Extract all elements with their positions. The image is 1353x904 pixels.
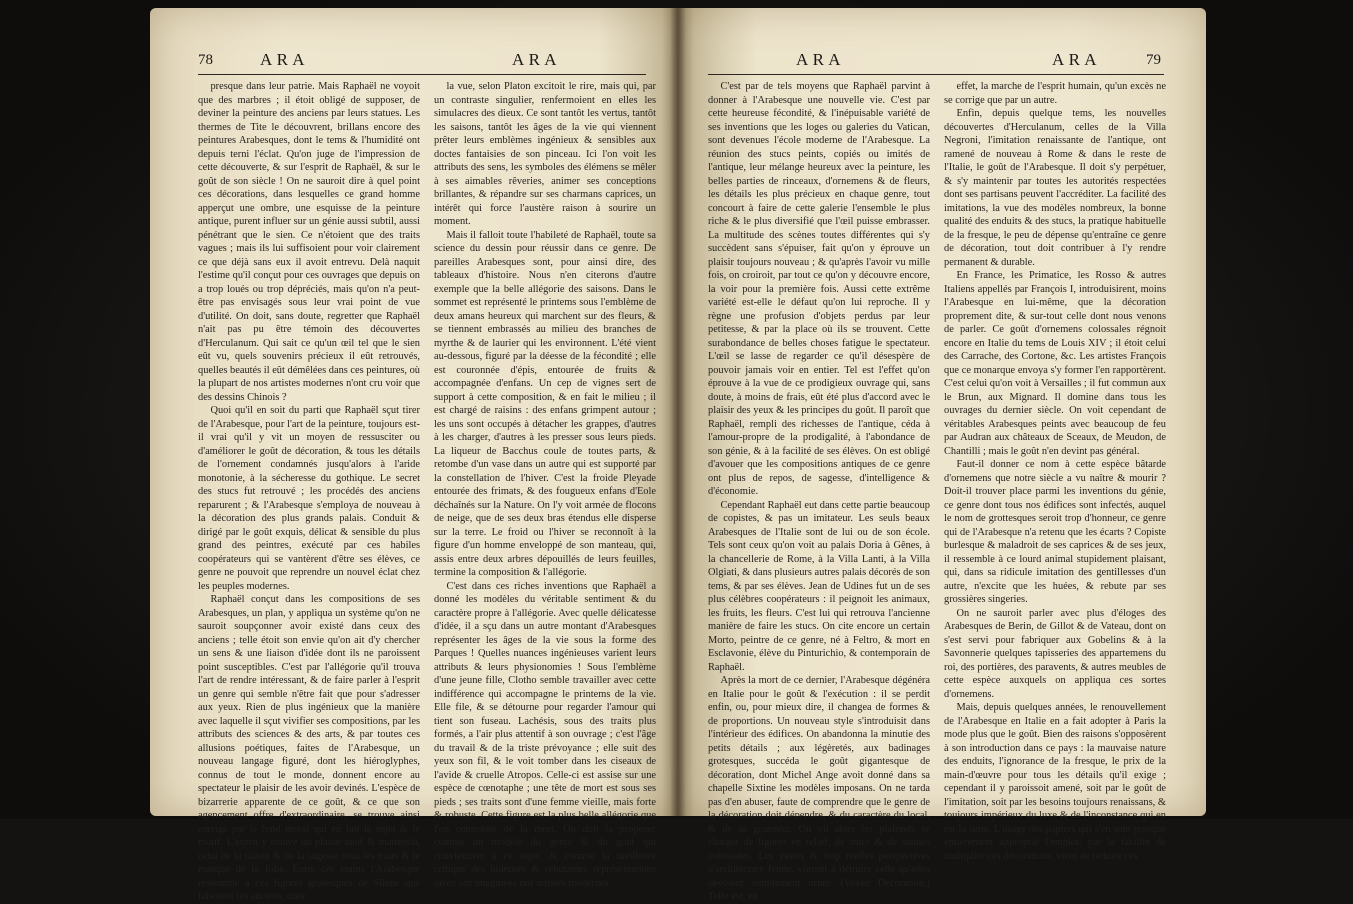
book-gutter (670, 8, 686, 816)
running-head-right-2: A R A (1052, 50, 1098, 69)
paragraph: la vue, selon Platon excitoit le rire, mais qui, par un contraste singulier, renfermoient en elles les simulacres des dieux. Ce sont tantôt les vertus, tantôt les saisons, tantôt les âges de la vie qui viennent prêter leurs emblèmes ingénieux & sensibles aux doctes fantaisies de son pinceau. Ici l'on voit les attributs des sens, les symboles des élémens se mêler à ses aimables rêveries, animer ses conceptions brillantes, & répandre sur ses charmans caprices, un intérêt qui force l'austère raison à sourire un moment. (434, 81, 656, 227)
paragraph: En France, les Primatice, les Rosso & autres Italiens appellés par François I, introduisirent, moins l'Arabesque en lui-même, que la décoration proprement dite, & sur-tout celle dont nous venons de parler. Ce goût d'ornemens colossales régnoit encore en Italie du tems de Louis XIV ; il étoit celui des Carrache, des Cortone, &c. Les artistes François que ce monarque envoya s'y former l'en rapportèrent. C'est celui qu'on voit à Versailles ; il fut commun aux le Brun, aux Mignard. Il domine dans tous les ouvrages du dernier siècle. On voit cependant de véritables Arabesques peints avec beaucoup de feu par Audran aux châteaux de Sceaux, de Meudon, de Chantilli ; mais le goût n'en devint pas général. (944, 270, 1166, 457)
page-number-right: 79 (1146, 52, 1161, 68)
left-page (150, 8, 678, 902)
text-column-right-1 (708, 80, 930, 902)
paragraph: Mais il falloit toute l'habileté de Raphaël, toute sa science du dessin pour réussir dans ce genre. De pareilles Arabesques sont, pour ainsi dire, des tableaux d'histoire. Nous n'en citerons d'autre exemple que la belle allégorie des saisons. Dans le sommet est représenté le printems sous l'emblème de deux amans heureux qui marchent sur des fleurs, & se tiennent embrassés au milieu des branches de myrthe & de laurier qui les environnent. L'été vient au-dessous, figuré par la déesse de la fécondité ; elle est couronnée d'épis, entourée de fruits & accompagnée d'enfans. Un cep de vignes sert de support à cette composition, & en fait le milieu ; il est chargé de raisins : des enfans grimpent autour ; les uns sont occupés à détacher les grappes, d'autres à les charger, d'autres à les presser sous leurs pieds. La liqueur de Bacchus coule de toutes parts, & retombe d'un vase dans un autre qui est supporté par la constellation de l'hiver. C'est la froide Pleyade entourée des frimats, & des fougueux enfans d'Eole déchaînés sur la Nature. On l'y voit armée de flocons de neige, que de ses deux bras étendus elle disperse sur la terre. Le froid ou l'hiver se reconnoît à la figure d'un homme enveloppé de son manteau, qui, assis entre deux arbres dépouillés de leurs feuilles, termine la composition & l'allégorie. (434, 229, 656, 578)
paragraph: C'est par de tels moyens que Raphaël parvint à donner à l'Arabesque une nouvelle vie. C'est par cette heureuse fécondité, & l'inépuisable variété de ses inventions que les loges ou galeries du Vatican, sont devenues l'école moderne de l'Arabesque. La réunion des stucs peints, copiés ou imités de l'antique, leur mélange heureux avec la peinture, les belles parties de rinceaux, d'ornemens & de fleurs, les détails les plus précieux en chaque genre, tout concourt à faire de cette galerie l'ensemble le plus riche & le plus diversifié que l'œil puisse embrasser. La multitude des scènes toutes différentes qui s'y succèdent sans s'épuiser, fait qu'on y éprouve un plaisir toujours nouveau ; & qu'après l'avoir vu mille fois, on croiroit, par tout ce qu'on y découvre encore, la voir pour la première fois. Aussi cette extrême variété est-elle le défaut qu'on lui reproche. Il y règne une profusion d'objets perdus par leur petitesse, & par la place où ils se trouvent. Cette surabondance de belles choses fatigue le spectateur. L'œil se lasse de regarder ce qu'il désespère de pouvoir jamais voir en entier. Tel est l'effet qu'on éprouve à la vue de ce prodigieux ouvrage qui, sans doute, à moins de frais, eût été plus d'accord avec le plaisir des yeux & les principes du goût. Il paroît que Raphaël, rempli des richesses de l'antique, céda à l'amour-propre de la prodigalité, à l'abondance de son génie, & à la facilité de ses élèves. On est obligé d'avouer que les compositions antiques de ce genre ont plus de repos, de sagesse, d'intelligence & d'économie. (708, 81, 930, 497)
paragraph: On ne sauroit parler avec plus d'éloges des Arabesques de Berin, de Gillot & de Vateau, dont on s'est servi pour fabriquer aux Gobelins & à la Savonnerie quelques tapisseries des appartemens du roi, des portières, des paravents, & autres meubles de cette espèce auxquels on appliqua ces sortes d'ornemens. (944, 607, 1166, 700)
header-rule-right (708, 74, 1164, 75)
text-column-left-1 (198, 80, 420, 902)
paragraph: C'est dans ces riches inventions que Raphaël a donné les modèles du véritable sentiment & du caractère propre à l'allégorie. Avec quelle délicatesse d'idée, il a sçu dans un autre montant d'Arabesques représenter les âges de la vie sous la forme des Parques ! Quelles nuances ingénieuses varient leurs attributs & leurs physionomies ! Sous l'emblème d'une jeune fille, Clotho semble travailler avec cette indifférence qui accompagne le printems de la vie. Elle file, & se détourne pour regarder l'amour qui tient son fuseau. Lachésis, sous des traits plus formés, a l'air plus attentif à son ouvrage ; c'est l'âge du travail & de la triste prévoyance ; elle suit des yeux son fil, & le voit tomber dans les ciseaux de l'avide & cruelle Atropos. Celle-ci est assise sur une espèce de cœnotaphe ; une tête de mort est sous ses pieds ; ses traits sont d'une femme vieille, mais forte & robuste. Cette figure est la plus belle allégorie que l'on connoisse de la mort. On doit la proposer comme un modèle du genre & du goût qui conviennent à ce sujet, & comme la meilleure critique des hideuses & rebutantes représentations qu'en ont imaginées nos artistes modernes. (434, 580, 656, 889)
running-head-left-2: A R A (512, 50, 558, 69)
header-rule-left (198, 74, 646, 75)
running-head-left-1: A R A (260, 50, 306, 69)
paragraph: effet, la marche de l'esprit humain, qu'un excès ne se corrige que par un autre. (944, 81, 1166, 106)
running-head-right-1: A R A (796, 50, 842, 69)
paragraph: Enfin, depuis quelque tems, les nouvelles découvertes d'Herculanum, celles de la Villa Negroni, l'imitation renaissante de l'antique, ont ramené de nouveau à Rome & dans le reste de l'Italie, le goût de l'Arabesque. Il doit s'y perpétuer, & s'y maintenir par toutes les autorités respectées dont ses partisans peuvent l'accréditer. La facilité des imitations, la vue des modèles nombreux, la bonne qualité des enduits & des stucs, la pratique habituelle de la fresque, le peu de dépense qu'entraîne ce genre de décoration, tout doit contribuer à l'y rendre permanent & durable. (944, 108, 1166, 268)
paragraph: Cependant Raphaël eut dans cette partie beaucoup de copistes, & pas un imitateur. Les seuls beaux Arabesques de l'Italie sont de lui ou de son école. Tels sont ceux qu'on voit au palais Doria à Gênes, à la chancellerie de Rome, à la Villa Lanti, à la Villa Olgiati, & dans plusieurs autres palais décorés de son tems, & par ses élèves. Jean de Udines fut un de ses plus célèbres coopérateurs : il peignoit les animaux, les fruits, les fleurs. C'est lui qui retrouva l'ancienne manière de faire les stucs. On cite encore un certain Morto, peintre de ce genre, né à Feltro, & mort en Esclavonie, élève du Pinturichio, & contemporain de Raphaël. (708, 499, 930, 673)
page-number-left: 78 (198, 52, 213, 68)
text-column-right-2 (944, 80, 1166, 862)
paragraph: presque dans leur patrie. Mais Raphaël ne voyoit que des marbres ; il étoit obligé de supposer, de deviner la peinture des anciens par leurs statues. Les thermes de Tite le découvrent, brillans encore des peintures Arabesques, dont le tems & l'humidité ont depuis terni l'éclat. Qu'on juge de l'impression de cette découverte, & sur l'esprit de Raphaël, & sur le goût de son siècle ! On ne sauroit dire à quel point ces décorations, dans lesquelles ce grand homme apperçut une ombre, une esquisse de la peinture antique, purent influer sur un génie aussi subtil, aussi pénétrant que le sien. Ce n'étoient que des traits vagues ; mais ils lui suffisoient pour voir clairement ce que déjà sans eux il avoit entrevu. Delà naquit l'estime qu'il conçut pour ces ouvrages que depuis on a trop loués ou trop dépréciés, mais qu'on n'a peut-être pas envisagés sous leur vrai point de vue d'utilité. On doit, sans doute, regretter que Raphaël n'ait pas pu être témoin des découvertes d'Herculanum. Qui sait ce qu'un œil tel que le sien eût vu, quels souvenirs précieux il eût retrouvés, quelles beautés il eût démêlées dans ces peintures, où la plupart de nos artistes modernes n'ont cru voir que des dessins Chinois ? (198, 81, 420, 403)
paragraph: Mais, depuis quelques années, le renouvellement de l'Arabesque en Italie en a fait adopter à Paris la mode plus que le goût. Bien des raisons s'opposèrent à son introduction dans ce pays : la mauvaise nature des enduits, l'ignorance de la fresque, le prix de la main-d'œuvre pour tous les détails qu'il exige ; cependant il y paroissoit amené, soit par le goût de l'imitation, soit par les besoins toujours renaissans, & toujours impérieux du luxe & de l'inconstance qui en est la suite. L'usage des papiers qui s'en sont presque entièrement approprié l'emploi, par la facilité de multiplier ces décorations, vient de réduire ces (944, 702, 1166, 862)
right-page (678, 8, 1206, 902)
paragraph: Faut-il donner ce nom à cette espèce bâtarde d'ornemens que notre siècle a vu naître & mourir ? Doit-il trouver place parmi les inventions du génie, ce genre dont tous nos édifices sont infectés, auquel le nom de grottesques seroit trop d'honneur, ce genre qui de l'Arabesque n'a retenu que les écarts ? Copiste burlesque & maladroit de ses caprices & de ses jeux, il ressemble à ce lourd animal stupidement plaisant, qui, dans sa ridicule imitation des gentillesses d'un autre, n'excite que les huées, & rebute par ses grossières singeries. (944, 459, 1166, 605)
paragraph: Après la mort de ce dernier, l'Arabesque dégénéra en Italie pour le goût & l'exécution : il se perdit enfin, ou, pour mieux dire, il changea de formes & de proportions. Un nouveau style s'introduisit dans l'intérieur des édifices. On abandonna la minutie des petits détails ; aux légèretés, aux badinages grotesques, succéda le goût gigantesque de décoration, dont Michel Ange avoit donné dans sa chapelle Sixtine les modèles imposans. On ne tarda pas d'en abuser, faute de comprendre que le genre de la décoration doit dépendre, & du caractère du local, & de sa grandeur. On vit alors les plafonds se charger de figures en relief, de stucs & de statues colossales. Les vastes & trop réelles perspectives d'architecture feinte, vinrent à détruire celle qu'elles devoient simplement orner. (Voyez Décoration.) Telle est, en (708, 675, 930, 902)
paragraph: Raphaël conçut dans les compositions de ses Arabesques, un plan, y appliqua un système qu'on ne sauroit soupçonner avoir existé dans ceux des anciens ; telle étoit son envie qu'on ait d'y chercher un sens & une liaison d'idée dont ils ne paroissent point susceptibles. C'est par l'allégorie qu'il trouva l'art de rendre intéressant, & de faire parler à l'esprit un genre qui semble n'être fait que pour s'adresser aux yeux. Rien de plus ingénieux que la manière avec laquelle il sçut vivifier ses compositions, par les attributs des sciences & des arts, & par toutes ces allusions poétiques, faites de l'Arabesque, un nouveau langage figuré, dont les hiéroglyphes, connus de tout le monde, donnent encore au spectateur le plaisir de les avoir devinés. L'espèce de bizarrerie apparente de ce goût, & ce que son agencement offre d'extraordinaire, se trouve ainsi corrigé par le fond moral qui en fait le sujet & le motif. L'esprit y trouve un plaisir neuf & inattendu, celui de la raison & de la sagesse sous les traits & le masque de la folie. Entre ces mains l'Arabesque ressemble à ces figures grotesques de Silène que faisoient les anciens, dont (198, 594, 420, 902)
text-column-left-2 (434, 80, 656, 889)
paragraph: Quoi qu'il en soit du parti que Raphaël sçut tirer de l'Arabesque, pour l'art de la peinture, toujours est-il vrai qu'il y vit un moyen de ressusciter ou d'améliorer le goût de décoration, & tous les détails de l'ornement condamnés jusqu'alors à l'aride monotonie, à la sécheresse du gothique. Le secret des stucs fut retrouvé ; les procédés des anciens reparurent ; & l'Arabesque s'employa de nouveau à la décoration des plus grands palais. Conduit & dirigé par le goût exquis, délicat & sensible du plus grand des peintres, exécuté par ces habiles coopérateurs qui se vantèrent d'être ses élèves, ce genre ne pouvoit que reprendre un nouvel éclat chez les peuples modernes. (198, 405, 420, 592)
